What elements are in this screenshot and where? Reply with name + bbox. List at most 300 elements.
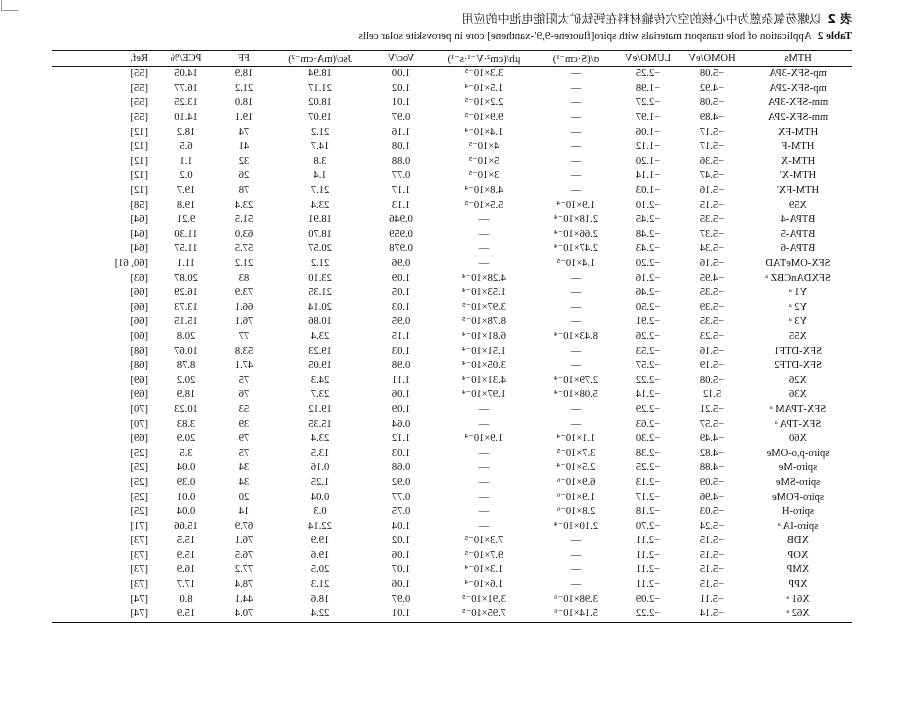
table-row [52, 111, 852, 126]
cell-ff: 78 [238, 185, 250, 197]
cell-mobility: — [478, 214, 490, 226]
cell-voc: 1.05 [391, 287, 411, 299]
table-row [52, 373, 852, 388]
cell-pce: 18.9 [176, 389, 196, 401]
cell-pce: 16.9 [176, 564, 196, 576]
cell-mobility: 6.81×10⁻⁴ [462, 330, 506, 342]
cell-lumo: −1.06 [635, 126, 661, 138]
cell-pce: 9.21 [176, 214, 196, 226]
cell-homo: −5.47 [699, 170, 725, 182]
cell-homo: −5.57 [699, 418, 725, 430]
cell-lumo: −1.20 [635, 155, 661, 167]
cell-lumo: −2.38 [635, 447, 661, 459]
cell-sigma: — [570, 316, 582, 328]
cell-ff: 23.4 [234, 199, 254, 211]
cell-jsc: 19.12 [308, 403, 332, 415]
table-row [52, 257, 852, 272]
cell-mobility: 1.5×10⁻⁴ [464, 82, 504, 94]
cell-ff: 20 [238, 491, 250, 503]
cell-lumo: −2.70 [635, 520, 661, 532]
cell-lumo: −2.22 [635, 374, 661, 386]
cell-ref: [12] [130, 126, 148, 138]
cell-ff: 47.1 [234, 360, 254, 372]
cell-jsc: 21.7 [310, 185, 330, 197]
cell-voc: 1.02 [391, 535, 411, 547]
cell-htm: BTPA-4 [780, 214, 816, 226]
cell-voc: 0.92 [391, 476, 411, 488]
cell-ff: 63.0 [234, 228, 254, 240]
cell-pce: 1.1 [179, 155, 193, 167]
table-row [52, 461, 852, 476]
cell-jsc: 19.9 [310, 535, 330, 547]
table-row [52, 140, 852, 155]
cell-ref: [55] [130, 68, 148, 80]
cell-sigma: — [570, 403, 582, 415]
cell-mobility: 4.31×10⁻⁴ [462, 374, 506, 386]
caption-text-en: Application of hole transport materials with spiro[fluorene-9,9′-xanthene] core in perovskite solar cells [358, 30, 812, 42]
cell-homo: −5.09 [699, 476, 725, 488]
cell-jsc: 14.7 [310, 141, 330, 153]
cell-ff: 76.1 [234, 316, 254, 328]
table-row [52, 519, 852, 534]
cell-jsc: 23.4 [310, 199, 330, 211]
cell-htm: SFX-DTF2 [774, 360, 822, 372]
cell-ff: 53 [238, 403, 250, 415]
cell-ref: [64] [130, 214, 148, 226]
cell-ref: [58] [130, 199, 148, 211]
cell-ff: 34 [238, 462, 250, 474]
table-row [52, 242, 852, 257]
cell-lumo: −1.12 [635, 141, 661, 153]
header-pce: PCE/% [154, 51, 218, 67]
cell-htm: mm-SFX-3PA [767, 97, 829, 109]
table-row [52, 330, 852, 345]
cell-mobility: 1.4×10⁻⁴ [464, 126, 504, 138]
cell-ff: 21.2 [234, 82, 254, 94]
cell-sigma: — [570, 272, 582, 284]
cell-homo: −4.95 [699, 272, 725, 284]
cell-ff: 74 [238, 126, 250, 138]
cell-sigma: 2.66×10⁻⁴ [554, 228, 598, 240]
cell-mobility: — [478, 476, 490, 488]
cell-mobility: 4.8×10⁻⁴ [464, 185, 504, 197]
table-row [52, 403, 852, 418]
table-row [52, 592, 852, 607]
caption-label-cn: 表 2 [827, 12, 852, 26]
header-voc: Voc/V [370, 51, 432, 67]
cell-sigma: 1.9×10⁻⁴ [556, 199, 596, 211]
cell-ff: 57.5 [234, 243, 254, 255]
cell-htm: Y3 ᵃ [788, 316, 808, 328]
cell-htm: spiro-FOMe [772, 491, 824, 503]
header-ff: FF [218, 51, 270, 67]
cell-mobility: 3.97×10⁻⁵ [462, 301, 506, 313]
cell-sigma: — [570, 287, 582, 299]
cell-voc: 1.02 [391, 82, 411, 94]
cell-jsc: 0.04 [310, 491, 330, 503]
cell-lumo: −2.16 [635, 272, 661, 284]
cell-htm: mm-SFX-2PA [767, 112, 829, 124]
cell-voc: 1.09 [391, 272, 411, 284]
cell-voc: 0.75 [391, 506, 411, 518]
cell-pce: 20.8 [176, 330, 196, 342]
cell-ref: [12] [130, 170, 148, 182]
cell-sigma: — [570, 549, 582, 561]
cell-sigma: — [570, 535, 582, 547]
cell-homo: −4.92 [699, 82, 725, 94]
caption-label-en: Table 2 [817, 30, 852, 42]
table-row [52, 607, 852, 622]
cell-ref: [12] [130, 185, 148, 197]
cell-htm: spiro-SMe [775, 476, 821, 488]
cell-jsc: 20.14 [308, 301, 332, 313]
cell-htm: BTPA-5 [780, 228, 816, 240]
cell-ff: 21.2 [234, 258, 254, 270]
cell-ff: 76.5 [234, 549, 254, 561]
cell-mobility: — [478, 447, 490, 459]
cell-mobility: 9.7×10⁻⁵ [464, 549, 504, 561]
cell-ff: 77.2 [234, 564, 254, 576]
cell-mobility: — [478, 403, 490, 415]
cell-mobility: — [478, 506, 490, 518]
header-sigma: σ/(S·cm⁻¹) [536, 51, 616, 67]
cell-sigma: — [570, 170, 582, 182]
cell-pce: 10.23 [174, 403, 198, 415]
cell-homo: −5.16 [699, 345, 725, 357]
cell-sigma: 6.9×10⁻⁶ [556, 476, 596, 488]
cell-pce: 3.5 [179, 447, 193, 459]
cell-lumo: −2.25 [635, 68, 661, 80]
cell-lumo: −2.29 [635, 403, 661, 415]
cell-sigma: — [570, 97, 582, 109]
cell-mobility: 4×10⁻⁵ [468, 141, 500, 153]
cell-ff: 73.9 [234, 287, 254, 299]
cell-htm: HTM-FX [777, 126, 819, 138]
cell-htm: HTM-X' [779, 170, 817, 182]
cell-homo: −5.34 [699, 243, 725, 255]
cell-ref: [70] [130, 418, 148, 430]
cell-mobility: — [478, 243, 490, 255]
table-row [52, 446, 852, 461]
cell-pce: 0.01 [176, 491, 196, 503]
cell-jsc: 18.02 [308, 97, 332, 109]
cell-ff: 66.1 [234, 301, 254, 313]
cell-lumo: −2.13 [635, 476, 661, 488]
cell-homo: −5.08 [699, 374, 725, 386]
cell-homo: −4.82 [699, 447, 725, 459]
cell-jsc: 23.4 [310, 433, 330, 445]
cell-jsc: 19.6 [310, 549, 330, 561]
cell-pce: 14.10 [174, 112, 198, 124]
cell-homo: −5.19 [699, 360, 725, 372]
cell-pce: 10.67 [174, 345, 198, 357]
cell-homo: −5.35 [699, 287, 725, 299]
cell-sigma: 2.18×10⁻⁴ [554, 214, 598, 226]
cell-pce: 15.66 [174, 520, 198, 532]
cell-ff: 32 [238, 155, 250, 167]
cell-voc: 0.97 [391, 593, 411, 605]
table-row [52, 198, 852, 213]
cell-mobility: 3×10⁻⁵ [468, 170, 500, 182]
cell-ref: [12] [130, 155, 148, 167]
cell-jsc: 15.35 [308, 418, 332, 430]
cell-homo: −4.96 [699, 491, 725, 503]
cell-pce: 6.5 [179, 141, 193, 153]
cell-ref: [60] [130, 330, 148, 342]
cell-pce: 3.83 [176, 418, 196, 430]
cell-lumo: −2.48 [635, 228, 661, 240]
cell-mobility: 5×10⁻⁵ [468, 155, 500, 167]
cell-sigma: 2.47×10⁻⁴ [554, 243, 598, 255]
cell-jsc: 18.94 [308, 68, 332, 80]
cell-homo: −5.39 [699, 301, 725, 313]
cell-homo: −5.24 [699, 520, 725, 532]
cell-pce: 18.2 [176, 126, 196, 138]
cell-lumo: −2.11 [636, 535, 660, 547]
cell-htm: mp-SFX-2PA [769, 82, 827, 94]
cell-sigma: 2.8×10⁻⁶ [556, 506, 596, 518]
cell-voc: 0.959 [389, 228, 413, 240]
cell-pce: 15.5 [176, 535, 196, 547]
cell-voc: 1.13 [391, 199, 411, 211]
cell-mobility: — [478, 462, 490, 474]
cell-ref: [68] [130, 345, 148, 357]
cell-ref: [73] [130, 535, 148, 547]
cell-voc: 0.77 [391, 491, 411, 503]
cell-lumo: −1.03 [635, 185, 661, 197]
cell-mobility: 7.95×10⁻⁵ [432, 607, 536, 622]
cell-mobility: 3.91×10⁻⁵ [462, 593, 506, 605]
cell-htm: X61 ᵃ [786, 593, 810, 605]
cell-homo: −5.15 [699, 199, 725, 211]
cell-lumo: −1.97 [635, 112, 661, 124]
table-row [52, 96, 852, 111]
cell-sigma: 8.43×10⁻⁴ [554, 330, 598, 342]
cell-jsc: 21.2 [310, 258, 330, 270]
cell-voc: 1.15 [391, 330, 411, 342]
table-row [52, 228, 852, 243]
cell-jsc: 10.86 [308, 316, 332, 328]
cell-sigma: — [570, 68, 582, 80]
table-row [52, 286, 852, 301]
cell-lumo: −2.14 [635, 389, 661, 401]
cell-lumo: −2.30 [635, 433, 661, 445]
cell-ff: 26 [238, 170, 250, 182]
cell-voc: 0.97 [391, 112, 411, 124]
table-row [52, 315, 852, 330]
cell-pce: 11.30 [174, 228, 198, 240]
cell-sigma: — [570, 112, 582, 124]
cell-ff: 77 [238, 330, 250, 342]
cell-pce: 19.8 [176, 199, 196, 211]
cell-voc: 0.77 [391, 170, 411, 182]
cell-homo: −5.37 [699, 228, 725, 240]
cell-ff: 76 [238, 389, 250, 401]
cell-jsc: 18.91 [308, 214, 332, 226]
cell-htm: SFX-TPA ᵃ [774, 418, 822, 430]
cell-mobility: 3.05×10⁻⁴ [462, 360, 506, 372]
cell-pce: 15.9 [154, 607, 218, 622]
cell-mobility: 7.3×10⁻⁵ [464, 535, 504, 547]
cell-htm: spiro-H [781, 506, 815, 518]
cell-ff: 83 [238, 272, 250, 284]
cell-jsc: 18.6 [310, 593, 330, 605]
cell-lumo: −2.11 [636, 549, 660, 561]
cell-ref: [74] [52, 607, 154, 622]
cell-voc: 0.95 [391, 316, 411, 328]
cell-mobility: 3.3×10⁻⁵ [464, 68, 504, 80]
cell-htm: spiro-p,o-OMe [766, 447, 830, 459]
cell-voc: 1.06 [391, 579, 411, 591]
caption-text-cn: 以螺芴氧杂蒽为中心核的空穴传输材料在钙钛矿太阳能电池中的应用 [461, 12, 822, 26]
cell-sigma: 2.79×10⁻⁴ [554, 374, 598, 386]
cell-ref: [66] [130, 287, 148, 299]
table-row [52, 344, 852, 359]
cell-voc: 0.946 [389, 214, 413, 226]
cell-ref: [25] [130, 506, 148, 518]
cell-voc: 1.06 [391, 389, 411, 401]
cell-ff: 75 [238, 374, 250, 386]
cell-pce: 0.04 [176, 506, 196, 518]
cell-mobility: 1.6×10⁻⁴ [464, 579, 504, 591]
cell-voc: 1.01 [391, 97, 411, 109]
cell-homo: −5.36 [699, 155, 725, 167]
cell-sigma: — [570, 301, 582, 313]
cell-jsc: 3.8 [313, 155, 327, 167]
cell-ff: 75 [238, 447, 250, 459]
table-caption-english [52, 30, 852, 42]
cell-jsc: 23.10 [308, 272, 332, 284]
cell-ref: [70] [130, 403, 148, 415]
table-row [52, 184, 852, 199]
cell-homo: −5.14 [680, 607, 744, 622]
cell-sigma: — [570, 82, 582, 94]
cell-htm: HTM-X [780, 155, 816, 167]
cell-htm: mp-SFX-3PA [769, 68, 827, 80]
cell-lumo: −2.17 [635, 491, 661, 503]
cell-ref: [68] [130, 360, 148, 372]
cell-ref: [12] [130, 141, 148, 153]
cell-jsc: 21.35 [308, 287, 332, 299]
cell-mobility: 9.9×10⁻⁵ [464, 112, 504, 124]
cell-mobility: — [478, 418, 490, 430]
cell-htm: HTM-FX' [776, 185, 820, 197]
cell-ff: 39 [238, 418, 250, 430]
cell-ff: 53.8 [234, 345, 254, 357]
cell-lumo: −2.50 [635, 301, 661, 313]
table-row [52, 578, 852, 593]
cell-lumo: −2.43 [635, 243, 661, 255]
cell-htm: BTPA-6 [780, 243, 816, 255]
cell-homo: −5.35 [699, 316, 725, 328]
cell-htm: Y1 ᵃ [788, 287, 808, 299]
cell-ff: 18.0 [234, 97, 254, 109]
cell-lumo: −2.46 [635, 287, 661, 299]
cell-voc: 0.88 [391, 155, 411, 167]
cell-pce: 13.25 [174, 97, 198, 109]
cell-voc: 1.03 [391, 345, 411, 357]
cell-mobility: 4.28×10⁻⁴ [462, 272, 506, 284]
table-body [52, 67, 852, 623]
cell-jsc: 19.05 [308, 360, 332, 372]
cell-homo: −5.21 [699, 403, 725, 415]
cell-voc: 1.08 [391, 141, 411, 153]
header-mobility: μh/(cm²·V⁻¹·s⁻¹) [432, 51, 536, 67]
cell-voc: 1.03 [391, 447, 411, 459]
cell-mobility: 1.9×10⁻⁴ [464, 433, 504, 445]
cell-voc: 1.06 [391, 549, 411, 561]
cell-pce: 15.9 [176, 549, 196, 561]
cell-ff: 79 [238, 433, 250, 445]
cell-ff: 51.5 [234, 214, 254, 226]
cell-jsc: 22.4 [270, 607, 370, 622]
cell-htm: XDB [786, 535, 810, 547]
cell-pce: 19.7 [176, 185, 196, 197]
cell-homo: −5.15 [699, 564, 725, 576]
cell-jsc: 23.4 [310, 330, 330, 342]
cell-pce: 0.39 [176, 476, 196, 488]
header-htm: HTMs [744, 51, 852, 67]
cell-homo: −5.23 [699, 330, 725, 342]
cell-sigma: — [570, 155, 582, 167]
cell-pce: 11.1 [177, 258, 195, 270]
cell-jsc: 0.16 [310, 462, 330, 474]
cell-ref: [25] [130, 491, 148, 503]
cell-ref: [63] [130, 272, 148, 284]
table-row [52, 213, 852, 228]
cell-lumo: −2.45 [635, 214, 661, 226]
table-row [52, 534, 852, 549]
cell-sigma: 2.10×10⁻⁴ [554, 520, 598, 532]
cell-ff: 70.4 [218, 607, 270, 622]
table-row [52, 417, 852, 432]
cell-lumo: −2.11 [636, 564, 660, 576]
cell-pce: 20.2 [176, 374, 196, 386]
cell-homo: −5.08 [699, 68, 725, 80]
cell-voc: 1.00 [391, 68, 411, 80]
cell-ff: 34 [238, 476, 250, 488]
header-lumo: LUMO/eV [616, 51, 680, 67]
cell-pce: 14.05 [174, 68, 198, 80]
cell-homo: −4.88 [699, 462, 725, 474]
cell-jsc: 13.5 [310, 447, 330, 459]
cell-pce: 8.0 [179, 593, 193, 605]
cell-voc: 0.978 [389, 243, 413, 255]
cell-jsc: 20.5 [310, 564, 330, 576]
cell-htm: X26 [788, 374, 808, 386]
cell-jsc: 22.14 [308, 520, 332, 532]
table-row [52, 169, 852, 184]
table-row [52, 301, 852, 316]
corner-mark [1, 0, 18, 11]
cell-htm: XOP [787, 549, 809, 561]
cell-lumo: −2.11 [636, 579, 660, 591]
cell-ref: [25] [130, 447, 148, 459]
header-ref: Ref. [52, 51, 154, 67]
cell-lumo: −2.09 [635, 593, 661, 605]
cell-ref: [25] [130, 462, 148, 474]
cell-voc: 0.68 [391, 462, 411, 474]
table-row [52, 125, 852, 140]
cell-homo: −5.17 [699, 141, 725, 153]
cell-mobility: 1.97×10⁻⁴ [462, 389, 506, 401]
cell-jsc: 1.25 [310, 476, 330, 488]
cell-lumo: −2.22 [616, 607, 680, 622]
cell-voc: 1.12 [391, 433, 411, 445]
cell-pce: 20.9 [176, 433, 196, 445]
cell-sigma: — [570, 185, 582, 197]
cell-homo: −4.49 [699, 433, 725, 445]
